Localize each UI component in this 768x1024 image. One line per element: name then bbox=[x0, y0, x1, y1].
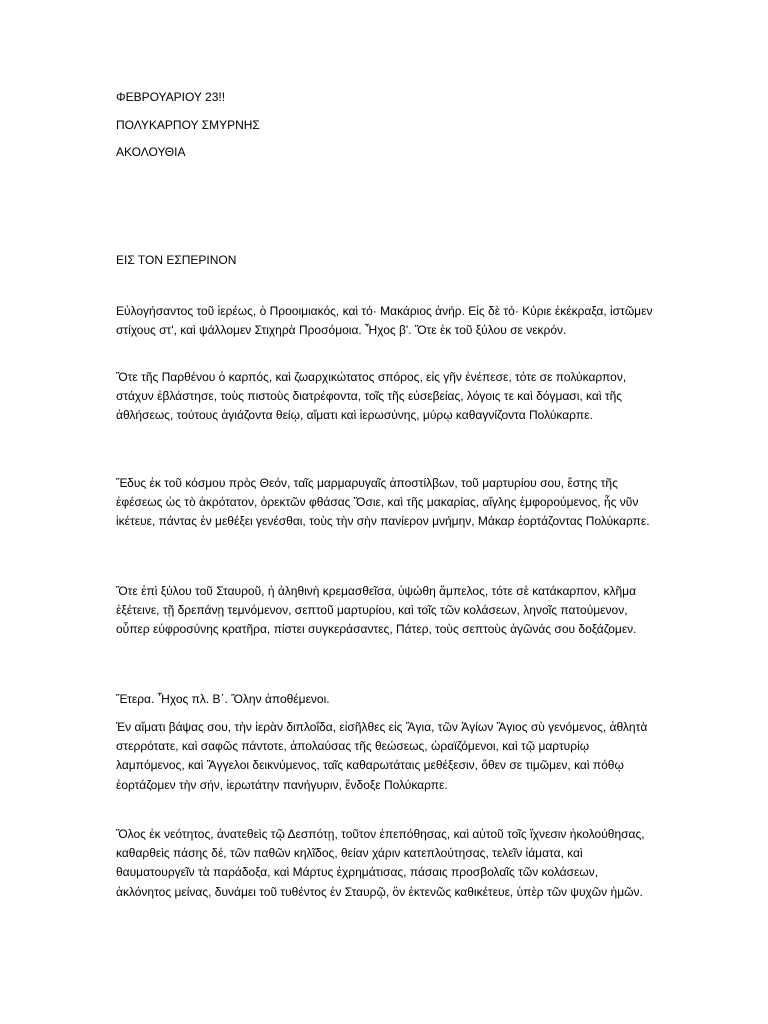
paragraph-sticheron-5 bbox=[116, 825, 656, 902]
paragraph-sticheron-3 bbox=[116, 582, 656, 640]
paragraph-text: Ὅτε τῆς Παρθένου ὁ καρπός, καὶ ζωαρχικώτατος σπόρος, εἰς γῆν ἐνέπεσε, τότε σε πολύκαρπον, στάχυν ἐβλάστησε, τοὺς πιστοὺς διατρέφοντα, τοῖς τῆς εὐσεβείας, λόγοις τε καὶ δόγμασι, καὶ τῆς ἀθλήσεως, τούτους ἁγιάζοντα θείῳ, αἵματι καὶ ἱερωσύνης, μύρῳ καθαγνίζοντα Πολύκαρπε. bbox=[116, 370, 627, 423]
paragraph-sticheron-2 bbox=[116, 474, 656, 532]
paragraph-sticheron-1 bbox=[116, 368, 656, 426]
heading-service: ΑΚΟΛΟΥΘΙΑ bbox=[116, 145, 186, 159]
heading-saint: ΠΟΛΥΚΑΡΠΟΥ ΣΜΥΡΝΗΣ bbox=[116, 118, 260, 132]
paragraph-text: Εὐλογήσαντος τοῦ ἱερέως, ὁ Προοιμιακός, καὶ τό· Μακάριος ἀνήρ. Εἰς δὲ τό· Κύριε ἐκέκραξα, ἱστῶμεν στίχους στ', καὶ ψάλλομεν Στιχηρὰ Προσόμοια. Ἦχος β'. Ὅτε ἐκ τοῦ ξύλου σε νεκρόν. bbox=[116, 304, 653, 338]
paragraph-rubric-2 bbox=[116, 690, 656, 709]
paragraph-text: Ὅλος ἐκ νεότητος, ἀνατεθεὶς τῷ Δεσπότῃ, τοῦτον ἐπεπόθησας, καὶ αὐτοῦ τοῖς ἴχνεσιν ἠκολούθησας, καθαρθεὶς πάσης δέ, τῶν παθῶν κηλῖδος, θείαν χάριν κατεπλούτησας, τελεῖν ἰάματα, καὶ θαυματουργεῖν τὰ παράδοξα, καὶ Μάρτυς ἐχρημάτισας, πάσαις προσβολαῖς τῶν κολάσεων, ἀκλόνητος μείνας, δυνάμει τοῦ τυθέντος ἐν Σταυρῷ, ὃν ἐκτενῶς καθικέτευε, ὑπὲρ τῶν ψυχῶν ἡμῶν. bbox=[116, 827, 645, 899]
paragraph-text: Ἐν αἵματι βάψας σου, τὴν ἱερὰν διπλοΐδα, εἰσῆλθες εἰς Ἅγια, τῶν Ἁγίων Ἅγιος σὺ γενόμενος, ἀθλητὰ στερρότατε, καὶ σαφῶς πάντοτε, ἀπολαύσας τῆς θεώσεως, ὡραϊζόμενοι, καὶ τῷ μαρτυρίῳ λαμπόμενος, καὶ Ἄγγελοι δεικνύμενος, ταῖς καθαρωτάταις μεθέξεσιν, ὅθεν σε τιμῶμεν, καὶ πόθῳ ἑορτάζομεν τὴν σήν, ἱερωτάτην πανήγυριν, ἔνδοξε Πολύκαρπε. bbox=[116, 720, 648, 792]
section-title: ΕΙΣ ΤΟΝ ΕΣΠΕΡΙΝΟΝ bbox=[116, 253, 237, 267]
paragraph-text: Ὅτε ἐπὶ ξύλου τοῦ Σταυροῦ, ἡ ἀληθινὴ κρεμασθεῖσα, ὑψώθη ἄμπελος, τότε σὲ κατάκαρπον, κλῆμα ἐξέτεινε, τῇ δρεπάνῃ τεμνόμενον, σεπτοῦ μαρτυρίου, καὶ τοῖς τῶν κολάσεων, ληνοῖς πατούμενον, οὗπερ εὐφροσύνης κρατῆρα, πίστει συγκεράσαντες, Πάτερ, τοὺς σεπτοὺς ἀγῶνάς σου δοξάζομεν. bbox=[116, 584, 637, 637]
heading-date: ΦΕΒΡΟΥΑΡΙΟΥ 23!! bbox=[116, 90, 226, 104]
paragraph-text: Ἔδυς ἐκ τοῦ κόσμου πρὸς Θεόν, ταῖς μαρμαρυγαῖς ἀποστίλβων, τοῦ μαρτυρίου σου, ἔστης τῆς ἐφέσεως ὡς τὸ ἀκρότατον, ὀρεκτῶν φθάσας Ὅσιε, καὶ τῆς μακαρίας, αἴγλης ἐμφορούμενος, ἧς νῦν ἱκέτευε, πάντας ἐν μεθέξει γενέσθαι, τοὺς τὴν σὴν πανίερον μνήμην, Μάκαρ ἑορτάζοντας Πολύκαρπε. bbox=[116, 476, 650, 529]
paragraph-rubric bbox=[116, 302, 656, 340]
paragraph-text: Ἕτερα. Ἦχος πλ. Β΄. Ὅλην ἀποθέμενοι. bbox=[116, 692, 330, 706]
paragraph-sticheron-4 bbox=[116, 718, 656, 795]
